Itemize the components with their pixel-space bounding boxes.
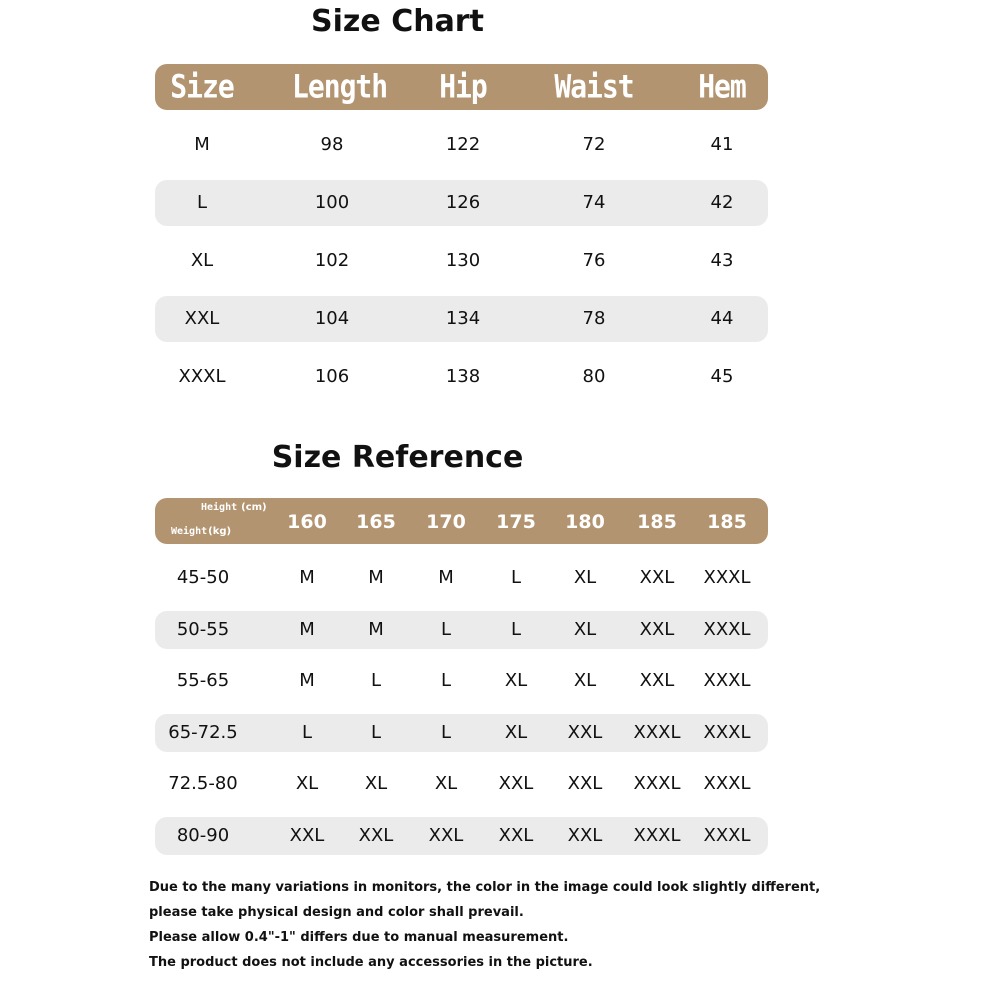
size-cell: M — [299, 567, 315, 588]
table-row — [155, 714, 768, 752]
size-cell: L — [440, 721, 452, 743]
size-cell: XXL — [428, 824, 464, 846]
height-corner-label — [201, 502, 267, 513]
measurement-cell: 74 — [582, 192, 606, 213]
weight-label: Weight — [171, 526, 208, 537]
size-reference-header — [155, 498, 768, 544]
size-cell: XXXL — [633, 721, 681, 743]
header-hip: Hip — [439, 67, 487, 106]
header-hem: Hem — [698, 67, 746, 106]
size-chart-table — [155, 64, 768, 400]
size-cell: XXXL — [703, 721, 751, 743]
size-cell: L — [370, 721, 382, 743]
measurement-cell: 72 — [582, 134, 606, 155]
note-line: please take physical design and color shall prevail. — [149, 905, 524, 920]
size-cell: XXXL — [703, 618, 751, 640]
size-chart-header — [155, 64, 768, 110]
disclaimer-notes — [149, 879, 849, 979]
header-waist: Waist — [554, 67, 634, 106]
size-cell: XL — [573, 567, 597, 588]
size-cell: M — [299, 618, 315, 640]
weight-cell: 72.5-80 — [168, 773, 238, 795]
measurement-cell: 43 — [710, 250, 734, 271]
size-cell: XXL — [184, 308, 220, 329]
table-row — [155, 122, 768, 168]
weight-cell: 45-50 — [176, 567, 230, 588]
height-unit: (cm) — [241, 502, 267, 513]
size-cell: XXL — [639, 567, 675, 588]
size-reference-table — [155, 498, 768, 855]
measurement-cell: 41 — [710, 134, 734, 155]
size-cell: XXL — [567, 773, 603, 795]
height-col-165: 165 — [356, 511, 396, 533]
size-cell: L — [370, 670, 382, 692]
table-row — [155, 662, 768, 700]
measurement-cell: 130 — [445, 250, 481, 271]
size-cell: XXXL — [703, 773, 751, 795]
size-cell: XXL — [358, 824, 394, 846]
measurement-cell: 126 — [445, 192, 481, 213]
measurement-cell: 78 — [582, 308, 606, 329]
height-col-160: 160 — [287, 511, 327, 533]
note-line: Please allow 0.4"-1" differs due to manual measurement. — [149, 930, 569, 945]
measurement-cell: 102 — [314, 250, 350, 271]
note-line: Due to the many variations in monitors, the color in the image could look slightly different, — [149, 880, 821, 895]
height-col-185: 185 — [637, 511, 677, 533]
table-row — [155, 817, 768, 855]
size-cell: XXL — [639, 670, 675, 692]
height-col-170: 170 — [426, 511, 466, 533]
size-cell: M — [368, 567, 384, 588]
height-col-185b: 185 — [707, 511, 747, 533]
size-cell: L — [510, 618, 522, 640]
height-col-175: 175 — [496, 511, 536, 533]
size-cell: XL — [573, 618, 597, 640]
table-row — [155, 238, 768, 284]
size-cell: L — [440, 670, 452, 692]
table-row — [155, 354, 768, 400]
size-cell: L — [301, 721, 313, 743]
size-cell: XL — [364, 773, 388, 795]
size-reference-title: Size Reference — [271, 440, 524, 475]
size-cell: XXXL — [703, 567, 751, 588]
size-chart-title: Size Chart — [311, 4, 484, 39]
weight-cell: 50-55 — [176, 618, 230, 640]
note-line: The product does not include any accessories in the picture. — [149, 955, 593, 970]
measurement-cell: 134 — [445, 308, 481, 329]
size-cell: XL — [190, 250, 214, 271]
size-cell: XL — [504, 721, 528, 743]
measurement-cell: 106 — [314, 366, 350, 387]
size-cell: L — [440, 618, 452, 640]
weight-cell: 80-90 — [176, 824, 230, 846]
size-cell: XXXL — [703, 824, 751, 846]
measurement-cell: 80 — [582, 366, 606, 387]
weight-cell: 65-72.5 — [168, 721, 238, 743]
size-cell: L — [196, 192, 208, 213]
table-row — [155, 180, 768, 226]
measurement-cell: 122 — [445, 134, 481, 155]
size-cell: XXL — [639, 618, 675, 640]
size-cell: XXL — [498, 773, 534, 795]
size-cell: XXL — [498, 824, 534, 846]
measurement-cell: 104 — [314, 308, 350, 329]
size-cell: XXXL — [703, 670, 751, 692]
measurement-cell: 98 — [320, 134, 344, 155]
table-row — [155, 765, 768, 803]
size-cell: XXL — [289, 824, 325, 846]
measurement-cell: 138 — [445, 366, 481, 387]
table-row — [155, 296, 768, 342]
size-cell: XXL — [567, 824, 603, 846]
size-cell: XXL — [567, 721, 603, 743]
size-cell: XXXL — [633, 773, 681, 795]
size-cell: M — [438, 567, 454, 588]
size-cell: XL — [504, 670, 528, 692]
measurement-cell: 45 — [710, 366, 734, 387]
table-row — [155, 559, 768, 597]
size-cell: XXXL — [178, 366, 226, 387]
header-size: Size — [170, 67, 234, 106]
measurement-cell: 76 — [582, 250, 606, 271]
size-cell: M — [299, 670, 315, 692]
size-cell: XXXL — [633, 824, 681, 846]
height-col-180: 180 — [565, 511, 605, 533]
size-cell: XL — [573, 670, 597, 692]
size-cell: XL — [295, 773, 319, 795]
size-cell: M — [368, 618, 384, 640]
measurement-cell: 100 — [314, 192, 350, 213]
height-label: Height — [201, 502, 238, 513]
weight-cell: 55-65 — [176, 670, 230, 692]
header-length: Length — [292, 67, 388, 106]
table-row — [155, 611, 768, 649]
size-cell: M — [194, 134, 210, 155]
size-cell: XL — [434, 773, 458, 795]
size-cell: L — [510, 567, 522, 588]
weight-corner-label — [171, 526, 231, 537]
measurement-cell: 44 — [710, 308, 734, 329]
measurement-cell: 42 — [710, 192, 734, 213]
weight-unit: (kg) — [208, 526, 232, 537]
